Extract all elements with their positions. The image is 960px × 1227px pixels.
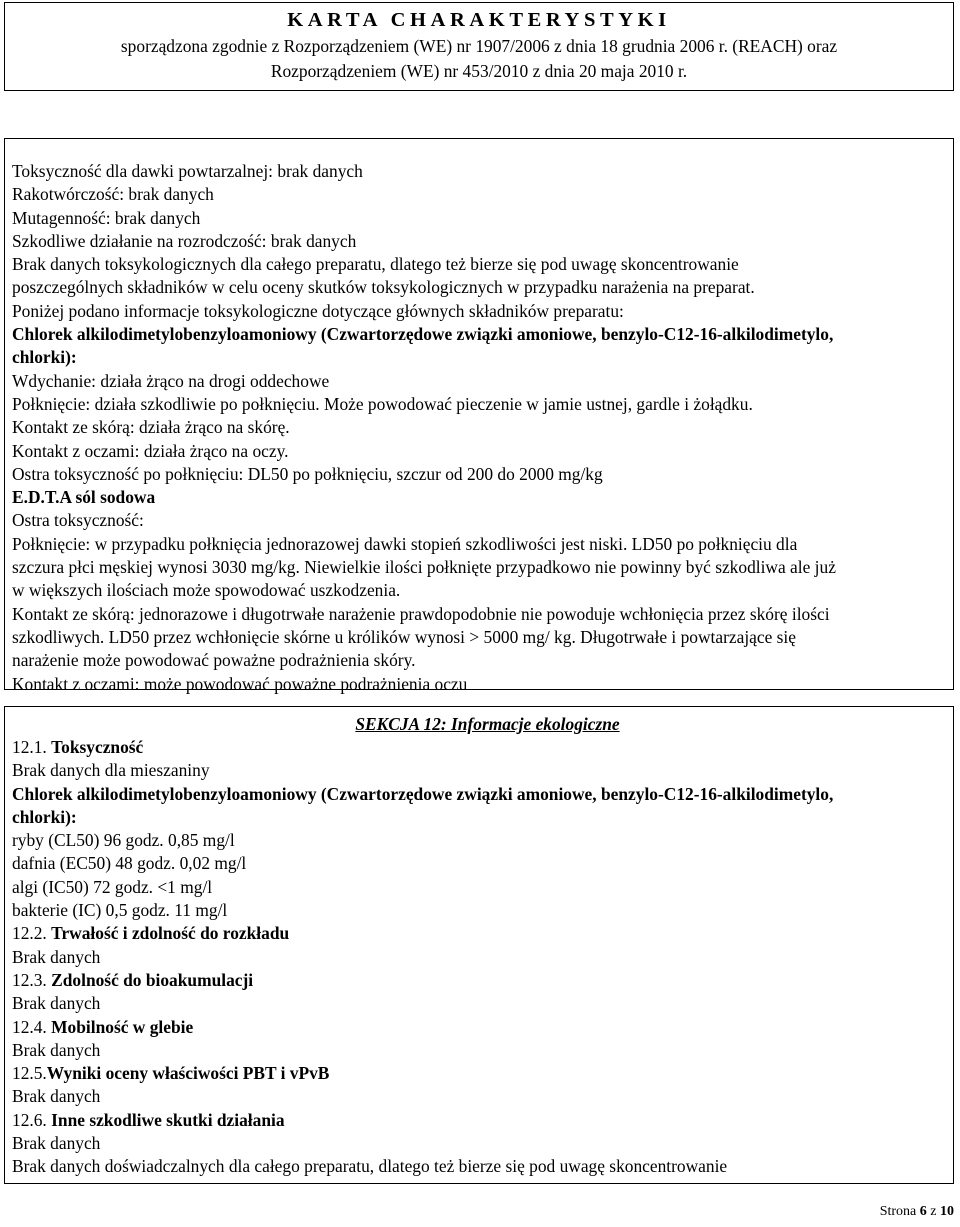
total-pages: 10 [940, 1204, 954, 1219]
subsection-12-4 [12, 1016, 953, 1039]
text-line: Brak danych toksykologicznych dla całego preparatu, dlatego też bierze się pod uwagę skoncentrowanie [12, 254, 739, 275]
subsection-title: Trwałość i zdolność do rozkładu [51, 923, 290, 944]
subsection-number: 12.5. [12, 1063, 47, 1084]
skin-contact-info: Kontakt ze skórą: działa żrąco na skórę. [12, 417, 290, 438]
text-line: szkodliwych. LD50 przez wchłonięcie skórne u królików wynosi > 5000 mg/ kg. Długotrwałe i powtarzające się [12, 626, 796, 647]
chemical-name-cont: chlorki): [12, 806, 77, 827]
eye-contact-info: Kontakt z oczami: działa żrąco na oczy. [12, 440, 289, 461]
page-label: Strona [879, 1204, 917, 1219]
ingestion-info: Połknięcie: działa szkodliwie po połknięciu. Może powodować pieczenie w jamie ustnej, gardle i żołądku. [12, 393, 753, 414]
ecology-section [4, 706, 954, 1184]
text-line: poszczególnych składników w celu oceny skutków toksykologicznych w przypadku narażenia na preparat. [12, 277, 755, 298]
toxicology-section [4, 138, 954, 694]
text-line: Toksyczność dla dawki powtarzalnej: brak danych [12, 161, 363, 181]
text-line: Poniżej podano informacje toksykologiczne dotyczące głównych składników preparatu: [12, 300, 624, 321]
subsection-12-2 [12, 922, 953, 945]
daphnia-toxicity: dafnia (EC50) 48 godz. 0,02 mg/l [12, 853, 247, 874]
algae-toxicity: algi (IC50) 72 godz. <1 mg/l [12, 876, 213, 897]
chemical-name: Chlorek alkilodimetylobenzyloamoniowy (Czwartorzędowe związki amoniowe, benzylo-C12-16-alkilodimetylo, [12, 783, 834, 804]
section-12-title: SEKCJA 12: Informacje ekologiczne [355, 714, 620, 734]
text-line: szczura płci męskiej wynosi 3030 mg/kg. Niewielkie ilości połknięte przypadkowo nie powinny być szkodliwa ale już [12, 557, 836, 578]
subsection-12-5 [12, 1062, 953, 1085]
regulation-line-2: Rozporządzeniem (WE) nr 453/2010 z dnia 20 maja 2010 r. [270, 61, 688, 81]
text-line: Kontakt ze skórą: jednorazowe i długotrwałe narażenie prawdopodobnie nie powoduje wchłonięcia przez skórę ilości [12, 603, 830, 624]
text-line: Ostra toksyczność: [12, 510, 144, 531]
text-line: Brak danych [12, 1133, 101, 1154]
edta-heading: E.D.T.A sól sodowa [12, 487, 156, 508]
subsection-number: 12.3. [12, 969, 47, 990]
subsection-title: Mobilność w glebie [51, 1016, 194, 1037]
acute-toxicity-info: Ostra toksyczność po połknięciu: DL50 po połknięciu, szczur od 200 do 2000 mg/kg [12, 463, 603, 484]
subsection-number: 12.2. [12, 923, 47, 944]
current-page: 6 [919, 1204, 927, 1219]
subsection-title: Wyniki oceny właściwości PBT i vPvB [46, 1063, 330, 1084]
text-line: Brak danych [12, 993, 101, 1014]
document-header [4, 2, 954, 91]
subsection-title: Inne szkodliwe skutki działania [51, 1109, 285, 1130]
subsection-12-6 [12, 1109, 953, 1132]
document-title: KARTA CHARAKTERYSTYKI [287, 9, 671, 31]
subsection-title: Toksyczność [51, 737, 144, 757]
subsection-12-3 [12, 969, 953, 992]
text-line: Rakotwórczość: brak danych [12, 184, 214, 205]
chemical-name: Chlorek alkilodimetylobenzyloamoniowy (Czwartorzędowe związki amoniowe, benzylo-C12-16-alkilodimetylo, [12, 324, 834, 345]
subsection-number: 12.1. [12, 737, 47, 757]
text-line: Brak danych [12, 946, 101, 967]
page-number [880, 1203, 954, 1221]
text-line: Brak danych dla mieszaniny [12, 760, 210, 781]
subsection-title: Zdolność do bioakumulacji [51, 969, 254, 990]
text-line: Mutagenność: brak danych [12, 207, 201, 228]
text-line: narażenie może powodować poważne podrażnienia skóry. [12, 650, 416, 671]
fish-toxicity: ryby (CL50) 96 godz. 0,85 mg/l [12, 830, 235, 851]
text-line: Połknięcie: w przypadku połknięcia jednorazowej dawki stopień szkodliwości jest niski. LD50 po połknięciu dla [12, 533, 798, 554]
inhalation-info: Wdychanie: działa żrąco na drogi oddechowe [12, 370, 330, 391]
text-line: Brak danych [12, 1039, 101, 1060]
regulation-line-1: sporządzona zgodnie z Rozporządzeniem (WE) nr 1907/2006 z dnia 18 grudnia 2006 r. (REACH) oraz [120, 36, 838, 56]
chemical-name-cont: chlorki): [12, 347, 77, 368]
bacteria-toxicity: bakterie (IC) 0,5 godz. 11 mg/l [12, 900, 228, 921]
text-line: Brak danych [12, 1086, 101, 1107]
subsection-number: 12.4. [12, 1016, 47, 1037]
subsection-number: 12.6. [12, 1109, 47, 1130]
page-of: z [930, 1204, 937, 1219]
text-line: Brak danych doświadczalnych dla całego preparatu, dlatego też bierze się pod uwagę skoncentrowanie [12, 1156, 728, 1177]
text-line: w większych ilościach może spowodować uszkodzenia. [12, 580, 401, 601]
text-line: Szkodliwe działanie na rozrodczość: brak danych [12, 230, 357, 251]
subsection-12-1 [12, 736, 953, 759]
text-line: Kontakt z oczami: może powodować poważne podrażnienia oczu [12, 673, 468, 694]
